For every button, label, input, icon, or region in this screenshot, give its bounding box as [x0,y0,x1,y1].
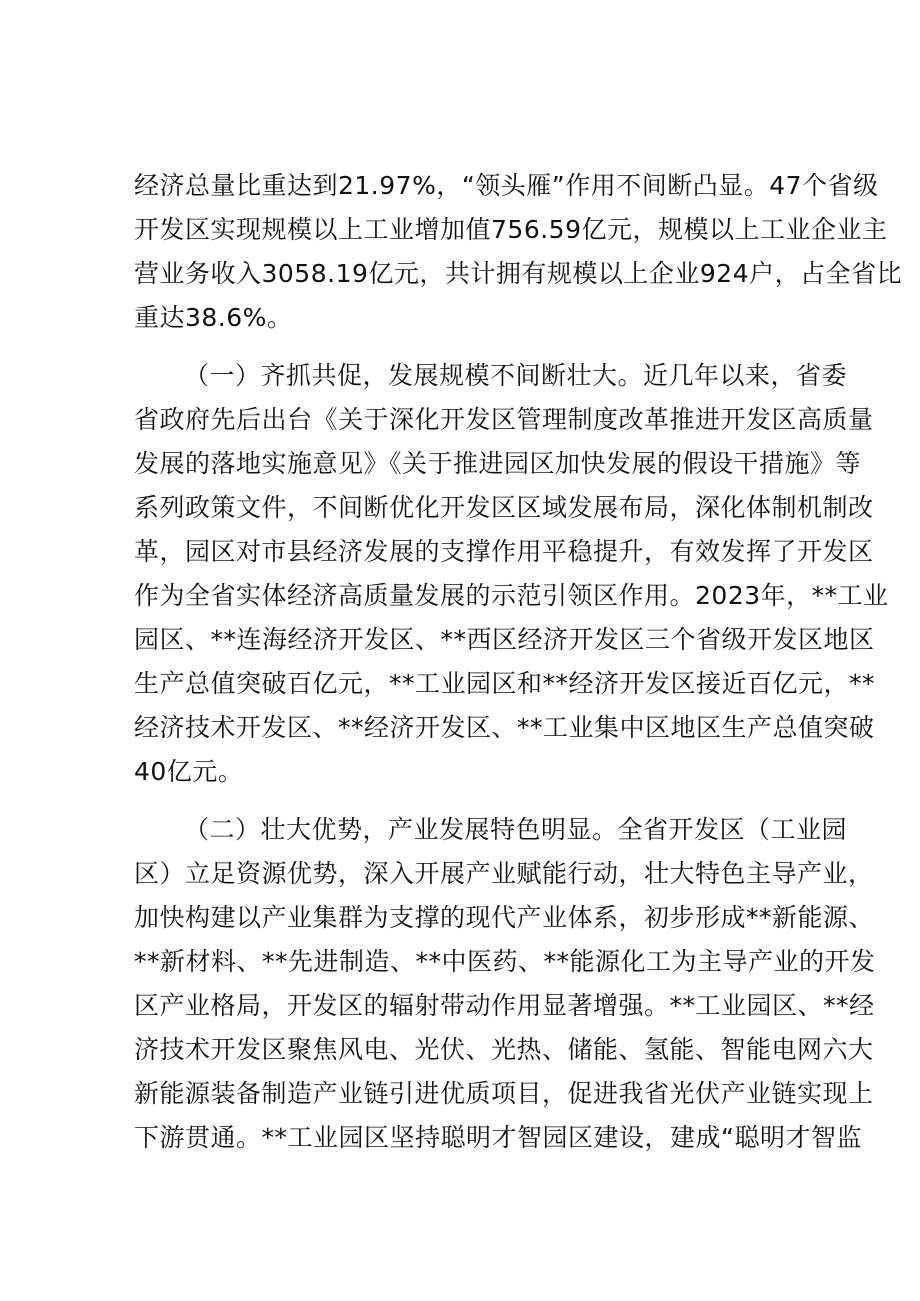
paragraph-line: 营业务收入3058.19亿元，共计拥有规模以上企业924户，占全省比 [134,259,903,288]
paragraph-line: 区产业格局，开发区的辐射带动作用显著增强。**工业园区、**经 [134,991,875,1020]
paragraph-line: 革，园区对市县经济发展的支撑作用平稳提升，有效发挥了开发区 [134,537,874,566]
paragraph-line: 济技术开发区聚焦风电、光伏、光热、储能、氢能、智能电网六大 [134,1035,874,1064]
paragraph-line: 40亿元。 [134,757,244,786]
paragraph-heading-line: （一）齐抓共促，发展规模不间断壮大。近几年以来，省委 [184,361,848,390]
paragraph-line: 开发区实现规模以上工业增加值756.59亿元，规模以上工业企业主 [134,215,888,244]
paragraph-line: 区）立足资源优势，深入开展产业赋能行动，壮大特色主导产业， [134,859,874,888]
paragraph-line: 重达38.6%。 [134,303,293,332]
paragraph-line: 经济总量比重达到21.97%，“领头雁”作用不间断凸显。47个省级 [134,171,879,200]
paragraph-line: **新材料、**先进制造、**中医药、**能源化工为主导产业的开发 [134,947,876,976]
paragraph-line: 生产总值突破百亿元，**工业园区和**经济开发区接近百亿元，** [134,669,876,698]
paragraph-line: 作为全省实体经济高质量发展的示范引领区作用。2023年，**工业 [134,581,889,610]
paragraph-line: 发展的落地实施意见》《关于推进园区加快发展的假设干措施》等 [134,449,862,478]
paragraph-line: 新能源装备制造产业链引进优质项目，促进我省光伏产业链实现上 [134,1079,874,1108]
paragraph-line: 经济技术开发区、**经济开发区、**工业集中区地区生产总值突破 [134,713,875,742]
paragraph-line: 园区、**连海经济开发区、**西区经济开发区三个省级开发区地区 [134,625,875,654]
paragraph-line: 加快构建以产业集群为支撑的现代产业体系，初步形成**新能源、 [134,903,875,932]
paragraph-line: 下游贯通。**工业园区坚持聪明才智园区建设，建成“聪明才智监 [134,1123,862,1152]
paragraph-line: 省政府先后出台《关于深化开发区管理制度改革推进开发区高质量 [134,405,874,434]
paragraph-heading-line: （二）壮大优势，产业发展特色明显。全省开发区（工业园 [184,815,848,844]
paragraph-line: 系列政策文件，不间断优化开发区区域发展布局，深化体制机制改 [134,493,874,522]
